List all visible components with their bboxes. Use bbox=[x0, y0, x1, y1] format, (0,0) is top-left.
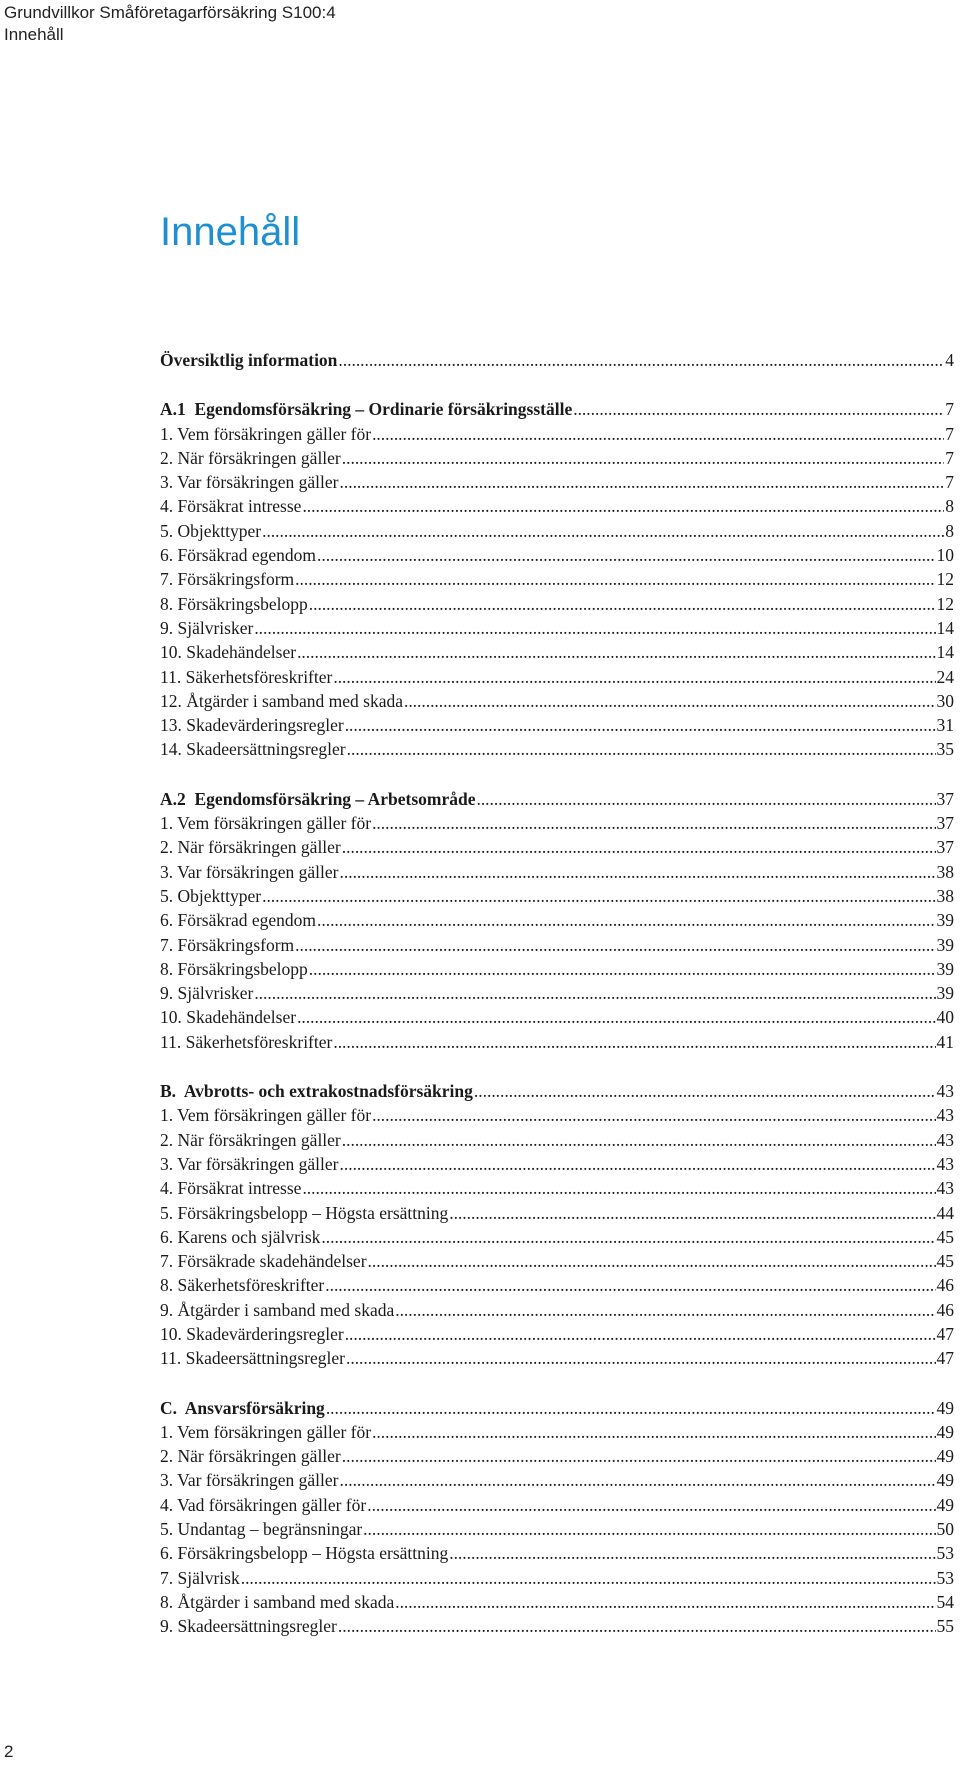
toc-entry[interactable] bbox=[160, 933, 954, 957]
toc-section bbox=[160, 1396, 954, 1639]
toc-entry[interactable] bbox=[160, 665, 954, 689]
dot-leader bbox=[295, 567, 935, 591]
dot-leader bbox=[372, 811, 935, 835]
toc-entry-title: 2. När försäkringen gäller bbox=[160, 837, 341, 858]
toc-entry-title: 10. Skadehändelser bbox=[160, 642, 297, 663]
toc-entry-title: 10. Skadevärderingsregler bbox=[160, 1323, 344, 1344]
dot-leader bbox=[333, 1030, 935, 1054]
toc-page-number: 7 bbox=[945, 447, 954, 468]
toc-entry-title: 8. Försäkringsbelopp bbox=[160, 593, 308, 614]
toc-page-number: 45 bbox=[936, 1226, 954, 1247]
toc-entry-title: 14. Skadeersättningsregler bbox=[160, 739, 346, 760]
toc-page-number: 37 bbox=[936, 788, 954, 809]
toc-entry[interactable] bbox=[160, 1420, 954, 1444]
dot-leader bbox=[302, 494, 944, 518]
toc-entry[interactable] bbox=[160, 1005, 954, 1029]
toc-entry[interactable] bbox=[160, 1322, 954, 1346]
dot-leader bbox=[372, 1103, 935, 1127]
dot-leader bbox=[342, 1444, 936, 1468]
toc-page-number: 39 bbox=[936, 958, 954, 979]
page-title: Innehåll bbox=[160, 210, 301, 254]
toc-entry[interactable] bbox=[160, 1517, 954, 1541]
dot-leader bbox=[297, 1005, 935, 1029]
toc-page-number: 35 bbox=[936, 739, 954, 760]
toc-entry-title: 8. Försäkringsbelopp bbox=[160, 958, 308, 979]
dot-leader bbox=[372, 1420, 935, 1444]
toc-page-number: 14 bbox=[936, 617, 954, 638]
dot-leader bbox=[340, 1468, 936, 1492]
toc-entry-title: A.2 Egendomsförsäkring – Arbetsområde bbox=[160, 788, 476, 809]
toc-entry[interactable] bbox=[160, 1468, 954, 1492]
toc-page-number: 38 bbox=[936, 861, 954, 882]
toc-page-number: 8 bbox=[945, 496, 954, 517]
dot-leader bbox=[345, 713, 936, 737]
dot-leader bbox=[347, 737, 936, 761]
toc-entry[interactable] bbox=[160, 519, 954, 543]
section-name: Innehåll bbox=[4, 25, 64, 44]
toc-page-number: 39 bbox=[936, 983, 954, 1004]
toc-entry[interactable] bbox=[160, 737, 954, 761]
dot-leader bbox=[342, 446, 944, 470]
dot-leader bbox=[325, 1273, 935, 1297]
toc-page-number: 39 bbox=[936, 934, 954, 955]
toc-entry-title: 5. Objekttyper bbox=[160, 885, 262, 906]
toc-page-number: 7 bbox=[945, 423, 954, 444]
toc-entry-title: 7. Försäkringsform bbox=[160, 934, 295, 955]
toc-page-number: 24 bbox=[936, 666, 954, 687]
dot-leader bbox=[295, 933, 935, 957]
toc-entry[interactable] bbox=[160, 981, 954, 1005]
toc-page-number: 12 bbox=[936, 593, 954, 614]
toc-entry[interactable] bbox=[160, 1346, 954, 1370]
toc-entry-title: 4. Vad försäkringen gäller för bbox=[160, 1494, 367, 1515]
toc-page-number: 49 bbox=[936, 1494, 954, 1515]
dot-leader bbox=[340, 470, 945, 494]
toc-entry[interactable] bbox=[160, 1298, 954, 1322]
toc-entry-title: 3. Var försäkringen gäller bbox=[160, 472, 339, 493]
toc-page-number: 49 bbox=[936, 1470, 954, 1491]
dot-leader bbox=[241, 1566, 936, 1590]
toc-section bbox=[160, 1079, 954, 1371]
toc-page-number: 49 bbox=[936, 1446, 954, 1467]
page-number: 2 bbox=[4, 1742, 14, 1761]
toc-entry-title: 5. Objekttyper bbox=[160, 520, 262, 541]
toc-entry[interactable] bbox=[160, 616, 954, 640]
toc-entry[interactable] bbox=[160, 1103, 954, 1127]
toc-entry-title: 2. När försäkringen gäller bbox=[160, 447, 341, 468]
toc-entry-title: 9. Självrisker bbox=[160, 617, 254, 638]
toc-entry[interactable] bbox=[160, 1541, 954, 1565]
dot-leader bbox=[340, 860, 936, 884]
toc-page-number: 43 bbox=[936, 1178, 954, 1199]
dot-leader bbox=[333, 665, 935, 689]
toc-entry[interactable] bbox=[160, 1566, 954, 1590]
toc-entry-title: 6. Försäkringsbelopp – Högsta ersättning bbox=[160, 1543, 449, 1564]
dot-leader bbox=[363, 1517, 935, 1541]
dot-leader bbox=[476, 787, 935, 811]
toc-entry[interactable] bbox=[160, 640, 954, 664]
toc-entry[interactable] bbox=[160, 1444, 954, 1468]
toc-page-number: 50 bbox=[936, 1519, 954, 1540]
toc-entry-title: 5. Undantag – begränsningar bbox=[160, 1519, 363, 1540]
toc-entry[interactable] bbox=[160, 543, 954, 567]
toc-page-number: 39 bbox=[936, 910, 954, 931]
toc-section bbox=[160, 787, 954, 1054]
toc-entry-title: 1. Vem försäkringen gäller för bbox=[160, 813, 372, 834]
dot-leader bbox=[254, 981, 935, 1005]
dot-leader bbox=[338, 1614, 936, 1638]
toc-section bbox=[160, 397, 954, 761]
toc-page-number: 40 bbox=[936, 1007, 954, 1028]
toc-entry-title: 7. Självrisk bbox=[160, 1567, 240, 1588]
toc-entry-title: 6. Försäkrad egendom bbox=[160, 545, 317, 566]
toc-entry-title: 11. Skadeersättningsregler bbox=[160, 1348, 345, 1369]
toc-entry-title: 8. Säkerhetsföreskrifter bbox=[160, 1275, 325, 1296]
toc-entry-title: 1. Vem försäkringen gäller för bbox=[160, 1421, 372, 1442]
dot-leader bbox=[367, 1493, 935, 1517]
toc-page-number: 46 bbox=[936, 1299, 954, 1320]
dot-leader bbox=[309, 957, 936, 981]
toc-entry-title: 4. Försäkrat intresse bbox=[160, 1178, 302, 1199]
toc-entry-title: 7. Försäkringsform bbox=[160, 569, 295, 590]
toc-entry-title: 8. Åtgärder i samband med skada bbox=[160, 1591, 395, 1612]
toc-page-number: 10 bbox=[936, 545, 954, 566]
toc-entry-title: 10. Skadehändelser bbox=[160, 1007, 297, 1028]
dot-leader bbox=[573, 397, 944, 421]
dot-leader bbox=[317, 543, 935, 567]
toc-page-number: 43 bbox=[936, 1153, 954, 1174]
toc-entry-title: B. Avbrotts- och extrakostnadsförsäkring bbox=[160, 1081, 473, 1102]
toc-entry-title: 9. Åtgärder i samband med skada bbox=[160, 1299, 395, 1320]
toc-page-number: 47 bbox=[936, 1323, 954, 1344]
toc-entry-title: 3. Var försäkringen gäller bbox=[160, 861, 339, 882]
dot-leader bbox=[346, 1346, 936, 1370]
toc-entry-title: 6. Försäkrad egendom bbox=[160, 910, 317, 931]
toc-section-heading[interactable] bbox=[160, 348, 954, 372]
toc-page-number: 31 bbox=[936, 715, 954, 736]
toc-entry[interactable] bbox=[160, 1030, 954, 1054]
toc-entry-title: 5. Försäkringsbelopp – Högsta ersättning bbox=[160, 1202, 449, 1223]
dot-leader bbox=[262, 884, 935, 908]
toc-page-number: 12 bbox=[936, 569, 954, 590]
dot-leader bbox=[372, 422, 944, 446]
toc-entry[interactable] bbox=[160, 713, 954, 737]
toc-section bbox=[160, 348, 954, 372]
toc-entry[interactable] bbox=[160, 1152, 954, 1176]
dot-leader bbox=[345, 1322, 936, 1346]
dot-leader bbox=[297, 640, 935, 664]
toc-entry-title: 9. Självrisker bbox=[160, 983, 254, 1004]
toc-entry[interactable] bbox=[160, 1225, 954, 1249]
toc-page-number: 47 bbox=[936, 1348, 954, 1369]
toc-entry-title: 13. Skadevärderingsregler bbox=[160, 715, 344, 736]
toc-entry-title: 1. Vem försäkringen gäller för bbox=[160, 423, 372, 444]
toc-entry[interactable] bbox=[160, 1614, 954, 1638]
toc-section-heading[interactable] bbox=[160, 787, 954, 811]
toc-page-number: 37 bbox=[936, 837, 954, 858]
toc-page-number: 7 bbox=[945, 472, 954, 493]
toc-entry[interactable] bbox=[160, 1249, 954, 1273]
dot-leader bbox=[254, 616, 935, 640]
toc-page-number: 41 bbox=[936, 1031, 954, 1052]
dot-leader bbox=[309, 592, 936, 616]
toc-entry-title: 6. Karens och självrisk bbox=[160, 1226, 321, 1247]
toc-entry-title: 3. Var försäkringen gäller bbox=[160, 1153, 339, 1174]
dot-leader bbox=[342, 835, 936, 859]
toc-section-heading[interactable] bbox=[160, 1396, 954, 1420]
toc-section-heading[interactable] bbox=[160, 1079, 954, 1103]
toc-entry-title: Översiktlig information bbox=[160, 350, 338, 370]
toc-entry[interactable] bbox=[160, 1590, 954, 1614]
dot-leader bbox=[338, 348, 944, 372]
toc-entry[interactable] bbox=[160, 908, 954, 932]
table-of-contents bbox=[160, 348, 954, 1664]
toc-entry-title: 4. Försäkrat intresse bbox=[160, 496, 302, 517]
toc-page-number: 37 bbox=[936, 813, 954, 834]
toc-entry[interactable] bbox=[160, 1493, 954, 1517]
dot-leader bbox=[368, 1249, 936, 1273]
toc-entry-title: 2. När försäkringen gäller bbox=[160, 1446, 341, 1467]
toc-page-number: 43 bbox=[936, 1081, 954, 1102]
toc-entry[interactable] bbox=[160, 811, 954, 835]
running-header bbox=[4, 2, 336, 46]
dot-leader bbox=[395, 1590, 935, 1614]
toc-entry-title: 1. Vem försäkringen gäller för bbox=[160, 1105, 372, 1126]
dot-leader bbox=[302, 1176, 935, 1200]
dot-leader bbox=[395, 1298, 935, 1322]
dot-leader bbox=[342, 1128, 936, 1152]
toc-page-number: 4 bbox=[945, 350, 954, 370]
toc-entry[interactable] bbox=[160, 689, 954, 713]
toc-entry[interactable] bbox=[160, 494, 954, 518]
dot-leader bbox=[474, 1079, 936, 1103]
toc-page-number: 43 bbox=[936, 1105, 954, 1126]
toc-entry-title: 11. Säkerhetsföreskrifter bbox=[160, 666, 333, 687]
dot-leader bbox=[449, 1201, 935, 1225]
toc-entry[interactable] bbox=[160, 957, 954, 981]
toc-entry[interactable] bbox=[160, 1273, 954, 1297]
toc-page-number: 45 bbox=[936, 1251, 954, 1272]
toc-entry[interactable] bbox=[160, 567, 954, 591]
toc-page-number: 8 bbox=[945, 520, 954, 541]
toc-entry[interactable] bbox=[160, 884, 954, 908]
toc-page-number: 49 bbox=[936, 1397, 954, 1418]
toc-page-number: 54 bbox=[936, 1591, 954, 1612]
dot-leader bbox=[317, 908, 935, 932]
toc-entry[interactable] bbox=[160, 470, 954, 494]
toc-entry-title: 2. När försäkringen gäller bbox=[160, 1129, 341, 1150]
toc-entry[interactable] bbox=[160, 1201, 954, 1225]
toc-entry-title: A.1 Egendomsförsäkring – Ordinarie försäkringsställe bbox=[160, 399, 573, 420]
toc-page-number: 14 bbox=[936, 642, 954, 663]
dot-leader bbox=[321, 1225, 935, 1249]
dot-leader bbox=[262, 519, 944, 543]
toc-entry-title: 11. Säkerhetsföreskrifter bbox=[160, 1031, 333, 1052]
toc-entry-title: C. Ansvarsförsäkring bbox=[160, 1397, 325, 1418]
document-name: Grundvillkor Småföretagarförsäkring S100:4 bbox=[4, 3, 336, 22]
toc-page-number: 38 bbox=[936, 885, 954, 906]
toc-page-number: 53 bbox=[936, 1543, 954, 1564]
dot-leader bbox=[404, 689, 936, 713]
toc-entry[interactable] bbox=[160, 446, 954, 470]
dot-leader bbox=[449, 1541, 935, 1565]
toc-section-heading[interactable] bbox=[160, 397, 954, 421]
dot-leader bbox=[340, 1152, 936, 1176]
toc-page-number: 43 bbox=[936, 1129, 954, 1150]
toc-page-number: 55 bbox=[936, 1616, 954, 1637]
toc-page-number: 46 bbox=[936, 1275, 954, 1296]
toc-page-number: 49 bbox=[936, 1421, 954, 1442]
toc-page-number: 30 bbox=[936, 690, 954, 711]
toc-entry-title: 12. Åtgärder i samband med skada bbox=[160, 690, 403, 711]
dot-leader bbox=[326, 1396, 936, 1420]
toc-entry-title: 3. Var försäkringen gäller bbox=[160, 1470, 339, 1491]
toc-entry[interactable] bbox=[160, 1128, 954, 1152]
toc-entry[interactable] bbox=[160, 592, 954, 616]
toc-entry[interactable] bbox=[160, 422, 954, 446]
toc-entry[interactable] bbox=[160, 860, 954, 884]
toc-entry-title: 7. Försäkrade skadehändelser bbox=[160, 1251, 367, 1272]
toc-page-number: 7 bbox=[945, 399, 954, 420]
toc-entry[interactable] bbox=[160, 1176, 954, 1200]
toc-page-number: 44 bbox=[936, 1202, 954, 1223]
toc-page-number: 53 bbox=[936, 1567, 954, 1588]
toc-entry[interactable] bbox=[160, 835, 954, 859]
toc-entry-title: 9. Skadeersättningsregler bbox=[160, 1616, 337, 1637]
